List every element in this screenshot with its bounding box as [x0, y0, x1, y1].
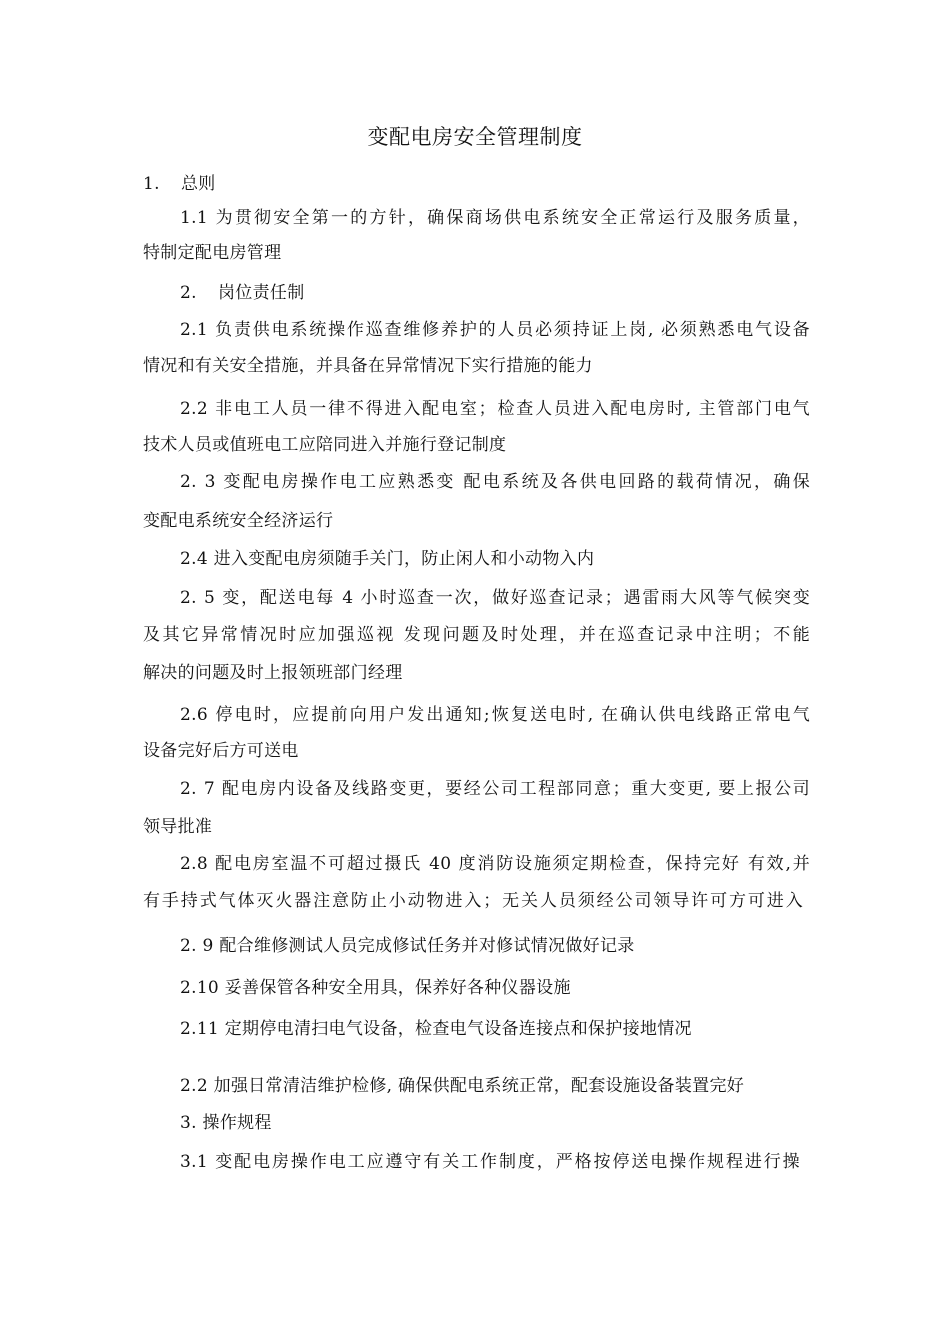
paragraph-2-1-line-2: 情况和有关安全措施，并具备在异常情况下实行措施的能力 — [143, 356, 593, 376]
document-title: 变配电房安全管理制度 — [367, 125, 583, 149]
paragraph-2-7-line-2: 领导批准 — [143, 817, 213, 837]
paragraph-2-6-line-1: 2.6 停电时，应提前向用户发出通知;恢复送电时, 在确认供电线路正常电气 — [180, 705, 810, 725]
paragraph-2-5-line-3: 解决的问题及时上报领班部门经理 — [143, 663, 403, 683]
paragraph-2-6-line-2: 设备完好后方可送电 — [143, 741, 299, 761]
section-1-title: 总则 — [181, 174, 216, 194]
paragraph-2-3-line-2: 变配电系统安全经济运行 — [143, 511, 334, 531]
paragraph-3-1-line-1: 3.1 变配电房操作电工应遵守有关工作制度，严格按停送电操作规程进行操 — [180, 1152, 800, 1172]
paragraph-2-5-line-2: 及其它异常情况时应加强巡视 发现问题及时处理，并在巡查记录中注明；不能 — [143, 625, 810, 645]
section-1-number: 1. — [143, 174, 160, 194]
section-2-number: 2. — [180, 283, 197, 303]
paragraph-2-2-line-1: 2.2 非电工人员一律不得进入配电室；检查人员进入配电房时, 主管部门电气 — [180, 399, 810, 419]
paragraph-1-1-line-2: 特制定配电房管理 — [143, 243, 282, 263]
paragraph-2-8-line-1: 2.8 配电房室温不可超过摄氏 40 度消防设施须定期检查，保持完好 有效,并 — [180, 854, 810, 874]
paragraph-2-2-line-2: 技术人员或值班电工应陪同进入并施行登记制度 — [143, 435, 507, 455]
paragraph-2-10: 2.10 妥善保管各种安全用具，保养好各种仪器设施 — [180, 978, 571, 998]
paragraph-2-2-repeat: 2.2 加强日常清洁维护检修, 确保供配电系统正常，配套设施设备装置完好 — [180, 1076, 745, 1096]
paragraph-2-11: 2.11 定期停电清扫电气设备，检查电气设备连接点和保护接地情况 — [180, 1019, 692, 1039]
paragraph-2-3-line-1: 2. 3 变配电房操作电工应熟悉变 配电系统及各供电回路的载荷情况，确保 — [180, 472, 810, 492]
section-3-title: 3. 操作规程 — [180, 1113, 272, 1133]
paragraph-1-1-line-1: 1.1 为贯彻安全第一的方针，确保商场供电系统安全正常运行及服务质量， — [180, 208, 810, 228]
paragraph-2-4: 2.4 进入变配电房须随手关门，防止闲人和小动物入内 — [180, 549, 595, 569]
paragraph-2-1-line-1: 2.1 负责供电系统操作巡查维修养护的人员必须持证上岗, 必须熟悉电气设备 — [180, 320, 810, 340]
section-2-title: 岗位责任制 — [218, 283, 305, 303]
paragraph-2-7-line-1: 2. 7 配电房内设备及线路变更，要经公司工程部同意；重大变更, 要上报公司 — [180, 779, 810, 799]
paragraph-2-5-line-1: 2. 5 变，配送电每 4 小时巡查一次，做好巡查记录；遇雷雨大风等气候突变 — [180, 588, 810, 608]
paragraph-2-9: 2. 9 配合维修测试人员完成修试任务并对修试情况做好记录 — [180, 936, 635, 956]
paragraph-2-8-line-2: 有手持式气体灭火器注意防止小动物进入；无关人员须经公司领导许可方可进入 — [143, 891, 803, 911]
